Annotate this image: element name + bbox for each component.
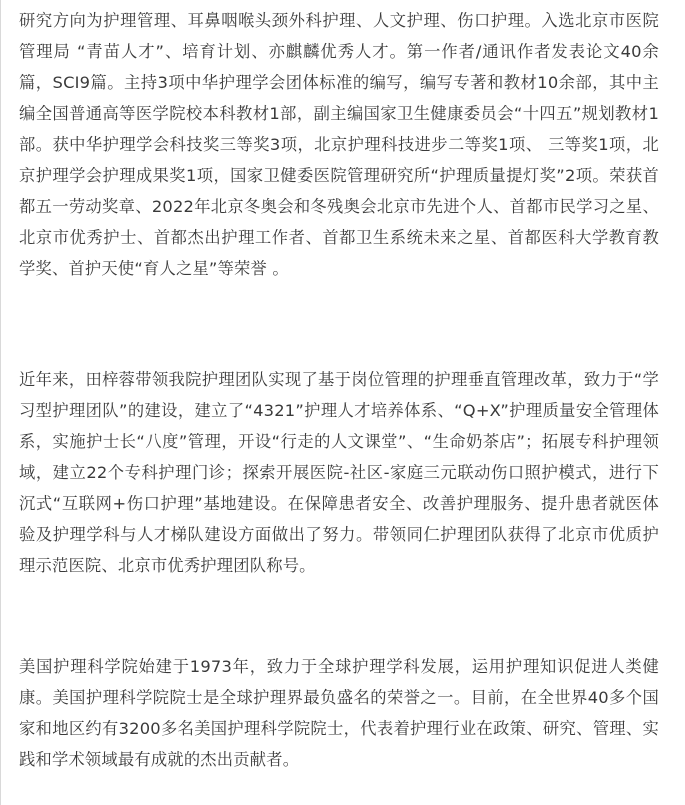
- paragraph-research-achievements: 研究方向为护理管理、耳鼻咽喉头颈外科护理、人文护理、伤口护理。入选北京市医院管理局 “青苗人才”、培育计划、亦麒麟优秀人才。第一作者/通讯作者发表论文40余篇，SCI9篇。主持3项中华护理学会团体标准的编写，编写专著和教材10余部，其中主编全国普通高等医学院校本科教材1部，副主编国家卫生健康委员会“十四五”规划教材1部。获中华护理学会科技奖三等奖3项，北京护理科技进步二等奖1项、 三等奖1项，北京护理学会护理成果奖1项，国家卫健委医院管理研究所“护理质量提灯奖”2项。荣获首都五一劳动奖章、2022年北京冬奥会和冬残奥会北京市先进个人、首都市民学习之星、北京市优秀护士、首都杰出护理工作者、首都卫生系统未来之星、首都医科大学教育教学奖、首护天使“育人之星”等荣誉 。: [19, 11, 659, 278]
- paragraph-nursing-reform: 近年来，田梓蓉带领我院护理团队实现了基于岗位管理的护理垂直管理改革，致力于“学习型护理团队”的建设，建立了“4321”护理人才培养体系、“Q+X”护理质量安全管理体系，实施护士长“八度”管理，开设“行走的人文课堂”、“生命奶茶店”；拓展专科护理领域，建立22个专科护理门诊；探索开展医院-社区-家庭三元联动伤口照护模式，进行下沉式“互联网+伤口护理”基地建设。在保障患者安全、改善护理服务、提升患者就医体验及护理学科与人才梯队建设方面做出了努力。带领同仁护理团队获得了北京市优质护理示范医院、北京市优秀护理团队称号。: [19, 370, 659, 575]
- paragraph-academy-introduction: 美国护理科学院始建于1973年，致力于全球护理学科发展，运用护理知识促进人类健康。美国护理科学院院士是全球护理界最负盛名的荣誉之一。目前，在全世界40多个国家和地区约有3200多名美国护理科学院院士，代表着护理行业在政策、研究、管理、实践和学术领域最有成就的杰出贡献者。: [19, 657, 659, 769]
